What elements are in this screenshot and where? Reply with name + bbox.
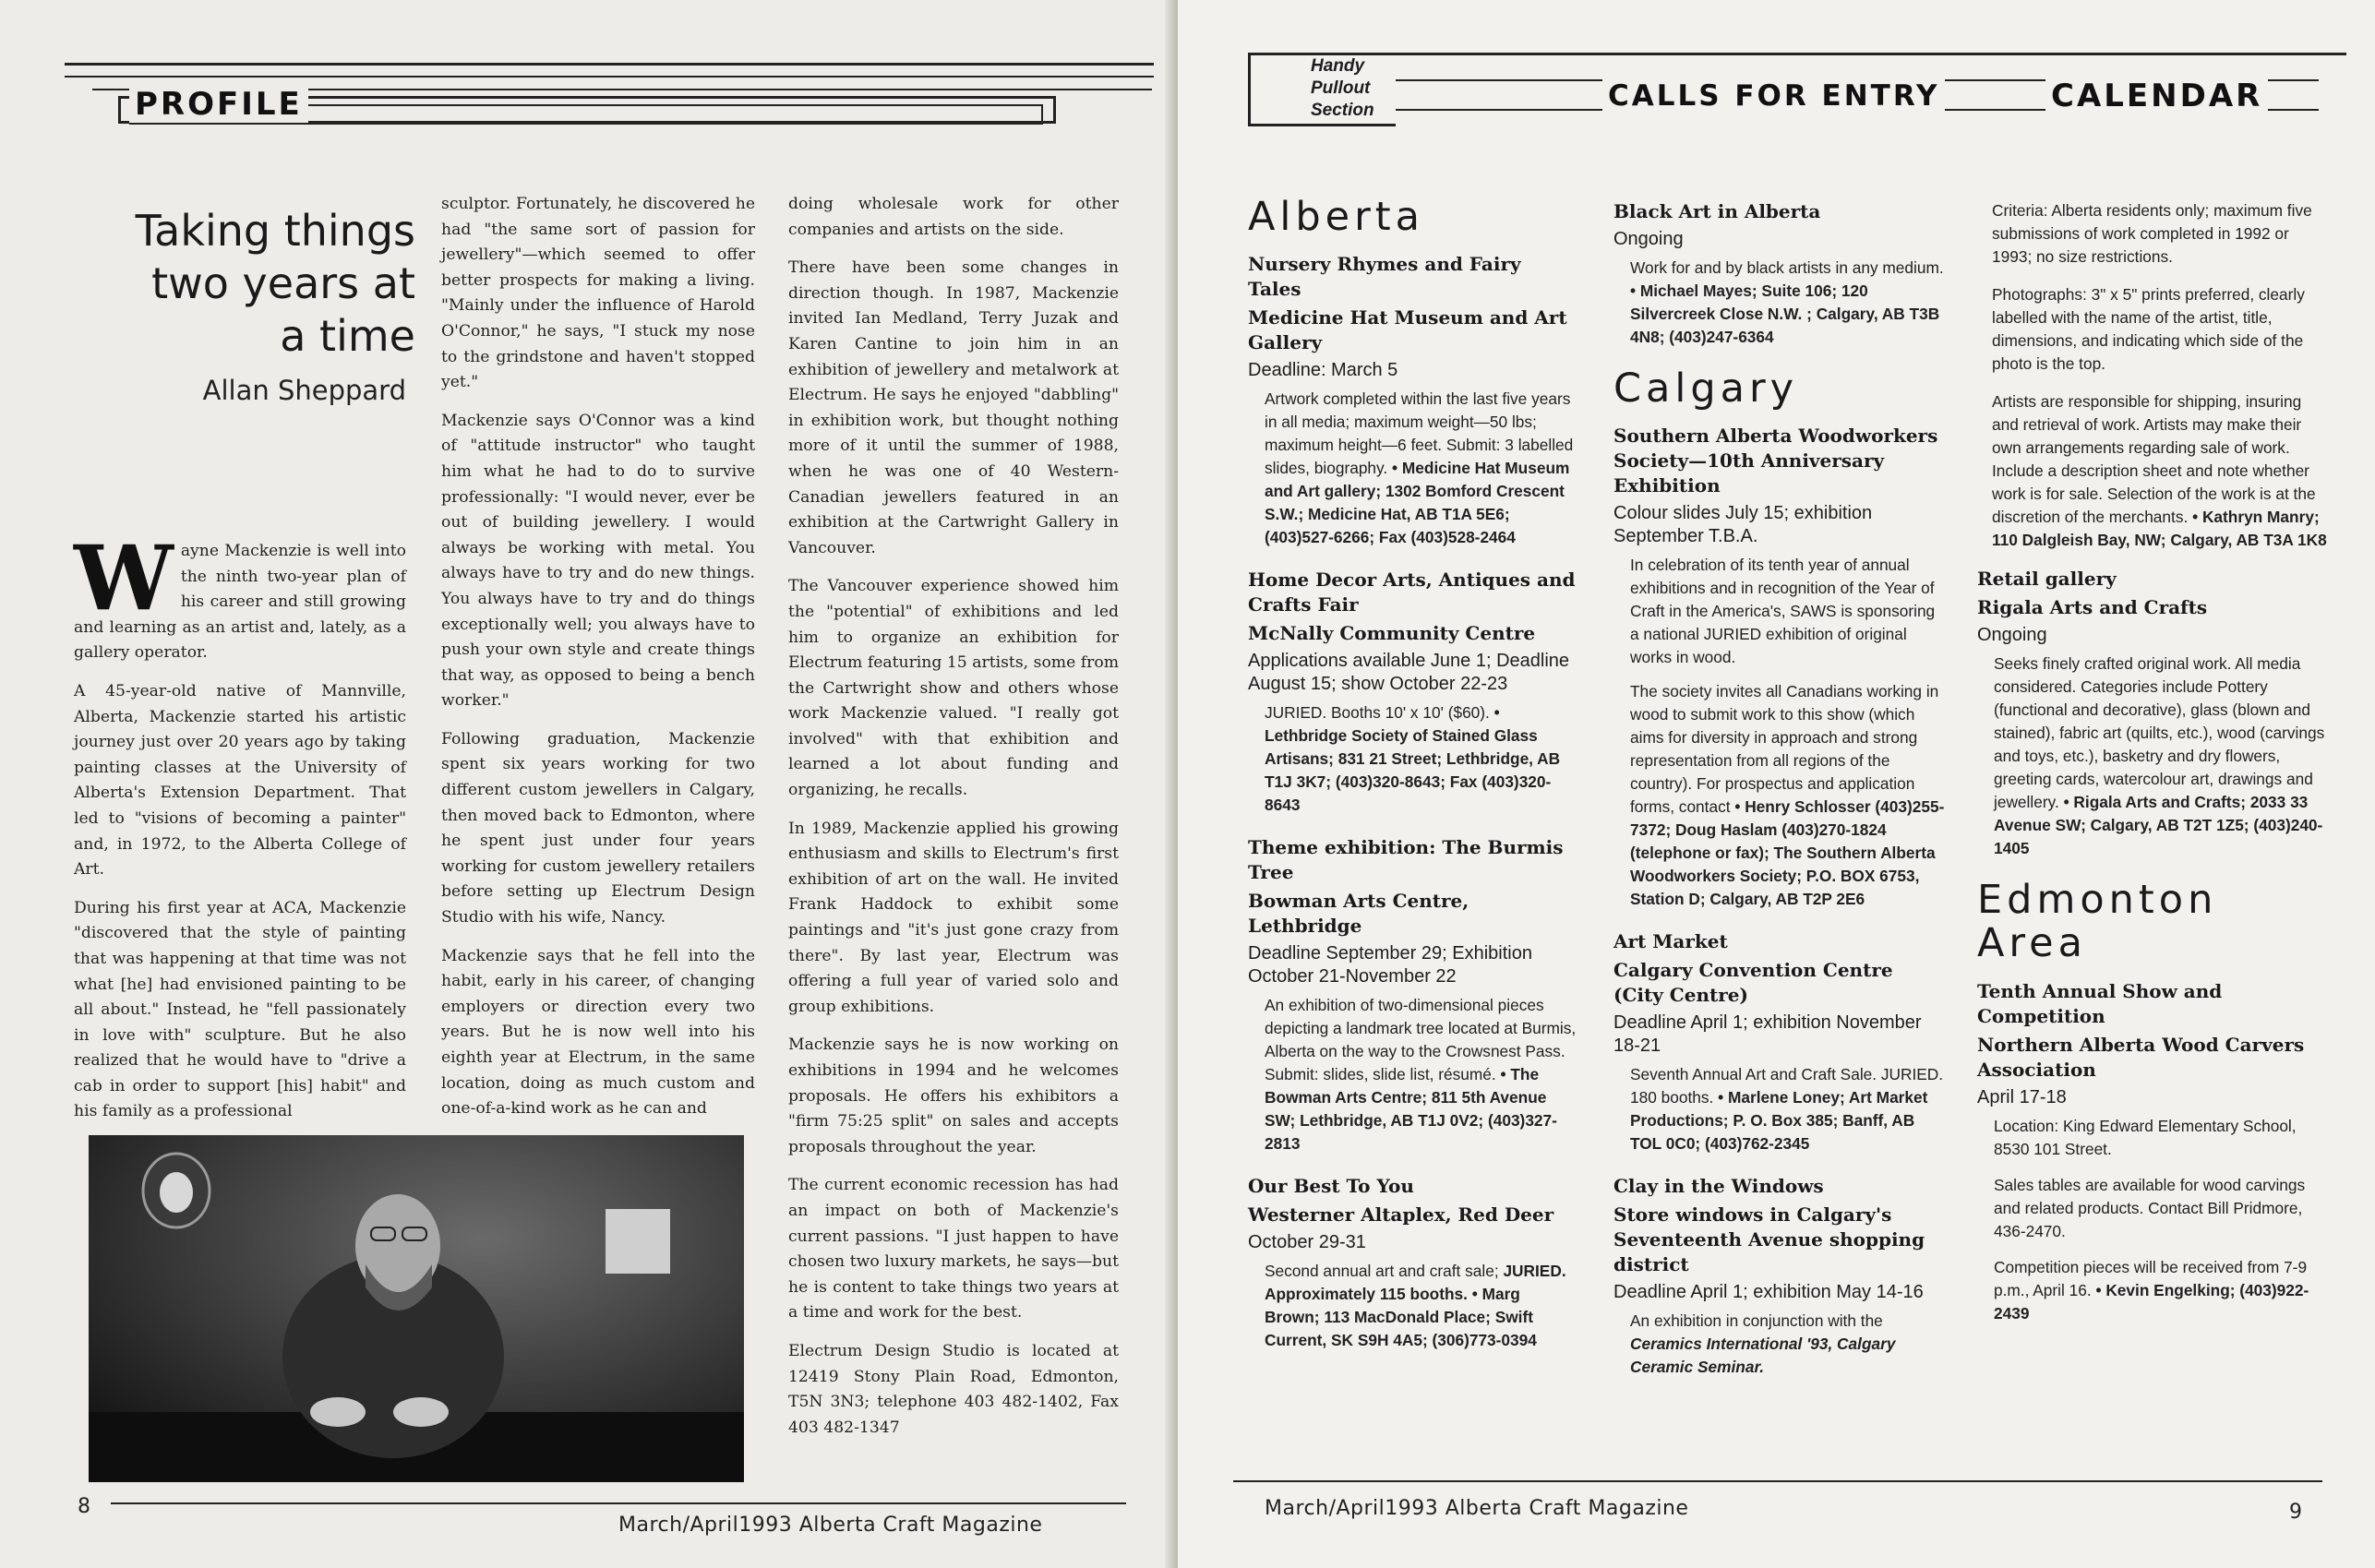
- paragraph: Following graduation, Mackenzie spent six years working for two different custom jewellers in Calgary, then moved back to Edmonton, where he spent just under four years working for custom jewellery retailers before setting up Electrum Design Studio with his wife, Nancy.: [441, 729, 755, 928]
- entry-date: Deadline April 1; exhibition November 18-21: [1613, 1012, 1922, 1057]
- article-column-1: [74, 526, 406, 1138]
- paragraph: Electrum Design Studio is located at 12419 Stony Plain Road, Edmonton, T5N 3N3; telephone 403 482-1402, Fax 403 482-1347: [788, 1341, 1119, 1437]
- entry-venue: Westerner Altaplex, Red Deer: [1248, 1203, 1554, 1227]
- left-page: [0, 0, 1174, 1568]
- handy-pullout-label: [1311, 55, 1374, 122]
- entry-title: Southern Alberta Woodworkers Society—10th Anniversary Exhibition: [1613, 425, 1938, 497]
- header-rule: [65, 76, 1154, 78]
- headline-line: two years at: [151, 258, 415, 308]
- calendar-entry: [1613, 199, 1946, 349]
- calendar-entry: [1613, 929, 1946, 1155]
- entry-contact: • Marlene Loney; Art Market Productions; P. O. Box 385; Banff, AB TOL 0C0; (403)762-2345: [1630, 1088, 1928, 1154]
- entry-contact: • Rigala Arts and Crafts; 2033 33 Avenue SW; Calgary, AB T2T 1Z5; (403)240-1405: [1994, 793, 2323, 857]
- paragraph: [74, 526, 406, 666]
- paragraph: During his first year at ACA, Mackenzie "discovered that the style of painting that was happening at that time was not what [he] had envisioned painting to be all about." Instead, he "fell passionately in love with" sculpture. But he also realized that he would have to "drive a cab in order to support [his] habit" and his family as a professional: [74, 898, 406, 1121]
- entry-title: Art Market: [1613, 930, 1728, 953]
- entry-venue: Calgary Convention Centre (City Centre): [1613, 959, 1893, 1007]
- entry-description-text: Second annual art and craft sale;: [1265, 1262, 1499, 1281]
- entry-title: Theme exhibition: The Burmis Tree: [1248, 836, 1564, 884]
- entry-venue: Northern Alberta Wood Carvers Association: [1977, 1033, 2305, 1081]
- right-page: [1178, 0, 2375, 1568]
- paragraph: A 45-year-old native of Mannville, Alberta, Mackenzie started his artistic journey just over 20 years ago by taking painting classes at the University of Alberta's Extension Department. That led to "visions of becoming a painter" and, in 1972, to the Alberta College of Art.: [74, 681, 406, 880]
- photographs-paragraph: Photographs: 3" x 5" prints preferred, clearly labelled with the name of the artist, title, dimensions, and indicating which side of the photo is the top.: [1992, 285, 2305, 373]
- entry-title: Home Decor Arts, Antiques and Crafts Fair: [1248, 569, 1576, 616]
- entry-contact: • Kathryn Manry; 110 Dalgleish Bay, NW; Calgary, AB T3A 1K8: [1992, 508, 2327, 549]
- entry-contact: Ceramics International '93, Calgary Ceramic Seminar.: [1630, 1335, 1896, 1377]
- paragraph: Mackenzie says that he fell into the habit, early in his career, of changing employers or direction every two years. But he is now well into his eighth year at Electrum, in the same location, doing as much custom and one-of-a-kind work as he can and: [441, 946, 755, 1119]
- calendar-entry: [1248, 568, 1577, 817]
- entry-contact: • Henry Schlosser (403)255-7372; Doug Haslam (403)270-1824 (telephone or fax); The Southern Alberta Woodworkers Society; P.O. BOX 6753, Station D; Calgary, AB T2P 2E6: [1630, 797, 1945, 909]
- calendar-entry: [1248, 252, 1577, 549]
- byline: Allan Sheppard: [202, 375, 406, 406]
- entry-title: Retail gallery: [1977, 568, 2117, 590]
- region-line: Area: [1977, 920, 2087, 967]
- entry-title: Nursery Rhymes and Fairy Tales: [1248, 253, 1521, 301]
- region-heading-alberta: Alberta: [1248, 194, 1425, 240]
- headline-line: a time: [280, 311, 415, 361]
- entry-title: Tenth Annual Show and Competition: [1977, 979, 2223, 1027]
- article-column-3: [788, 192, 1119, 1454]
- entry-date: Ongoing: [1977, 625, 2047, 645]
- entry-venue: Rigala Arts and Crafts: [1977, 596, 2208, 618]
- entry-description: [1265, 1260, 1577, 1352]
- calls-for-entry-title: CALLS FOR ENTRY: [1602, 79, 1945, 113]
- entry-description-text: Seeks finely crafted original work. All media considered. Categories include Pottery (functional and decorative), glass (blown and stained), fabric art (quilts, etc.), wood (carvings and toys, etc.), basketry and dry flowers, greeting cards, watercolour art, drawings and jewellery.: [1994, 654, 2325, 811]
- magazine-footer: March/April1993 Alberta Craft Magazine: [1265, 1497, 1689, 1520]
- entry-description: [1265, 388, 1577, 549]
- entry-description: [1265, 701, 1577, 817]
- footer-rule: [1233, 1480, 2322, 1482]
- entry-venue: Store windows in Calgary's Seventeenth Avenue shopping district: [1613, 1203, 1925, 1276]
- entry-description: [1265, 994, 1577, 1155]
- calendar-entry: [1977, 567, 2330, 860]
- entry-contact: JURIED. Approximately 115 booths. • Marg Brown; 113 MacDonald Place; Swift Current, SK S9H 4A5; (306)773-0394: [1265, 1262, 1566, 1350]
- entry-description-text: The society invites all Canadians working in wood to submit work to this show (which aims for diversity in approach and strong representation from all regions of the country). For prospectus and application forms, contact: [1630, 682, 1939, 817]
- entry-description: [1630, 257, 1946, 349]
- header-rule: [1248, 53, 1251, 126]
- entry-venue: McNally Community Centre: [1248, 622, 1536, 645]
- entry-date: Deadline April 1; exhibition May 14-16: [1613, 1282, 1924, 1303]
- paragraph: Mackenzie says O'Connor was a kind of "attitude instructor" who taught him what he had to do to survive professionally: "I would never, ever be out of building jewellery. I would always be working with metal. You always have to try and do new things. You always have to try and do things exceptionally well; you always have to push your own style and create things that way, as opposed to being a bench worker.": [441, 411, 755, 711]
- handy-line: Section: [1311, 101, 1374, 120]
- entry-title: Black Art in Alberta: [1613, 200, 1821, 222]
- calendar-column-1: [1248, 190, 1577, 1371]
- entry-description-text: Competition pieces will be received from 7-9 p.m., April 16.: [1994, 1257, 2308, 1299]
- criteria-paragraph: Criteria: Alberta residents only; maximum five submissions of work completed in 1992 or 1993; no size restrictions.: [1992, 201, 2312, 266]
- calendar-column-3: [1977, 199, 2330, 1344]
- paragraph: sculptor. Fortunately, he discovered he had "the same sort of passion for jewellery"—which seemed to offer better prospects for making a living. "Mainly under the influence of Harold O'Connor," he says, "I stuck my nose to the grindstone and haven't stopped yet.": [441, 195, 755, 392]
- entry-description-text: Artwork completed within the last five years in all media; maximum weight—50 lbs; maximum height—6 feet. Submit: 3 labelled slides, biography.: [1265, 389, 1574, 478]
- paragraph-text: ayne Mackenzie is well into the ninth two-year plan of his career and still growing and learning as an artist and, lately, as a gallery operator.: [74, 542, 406, 663]
- entry-date: Deadline: March 5: [1248, 360, 1398, 381]
- entry-description: [1630, 1310, 1946, 1379]
- region-heading-edmonton: [1977, 879, 2330, 966]
- entry-description-text: An exhibition in conjunction with the: [1630, 1311, 1883, 1331]
- entry-contact: • Lethbridge Society of Stained Glass Artisans; 831 21 Street; Lethbridge, AB T1J 3K7; (403)320-8643; Fax (403)320-8643: [1265, 703, 1561, 815]
- entry-description-text: Seventh Annual Art and Craft Sale. JURIED. 180 booths.: [1630, 1065, 1944, 1107]
- entry-title: Clay in the Windows: [1613, 1175, 1824, 1198]
- header-rule: [65, 63, 1154, 66]
- entry-date: April 17-18: [1977, 1086, 2067, 1107]
- entry-venue: Bowman Arts Centre, Lethbridge: [1248, 890, 1469, 938]
- paragraph: In 1989, Mackenzie applied his growing enthusiasm and skills to Electrum's first exhibition of art on the wall. He invited Frank Haddock to exhibit some paintings and "it's just gone crazy from there". By last year, Electrum was offering a full year of varied solo and group exhibitions.: [788, 819, 1119, 1016]
- entry-date: Deadline September 29; Exhibition October 21-November 22: [1248, 943, 1532, 987]
- entry-venue: Medicine Hat Museum and Art Gallery: [1248, 306, 1567, 354]
- magazine-footer: March/April1993 Alberta Craft Magazine: [618, 1514, 1043, 1537]
- entry-description: [1630, 680, 1946, 911]
- footer-rule: [111, 1502, 1126, 1504]
- entry-description-text: Work for and by black artists in any medium.: [1630, 258, 1944, 277]
- entry-contact: • Kevin Engelking; (403)922-2439: [1994, 1280, 2309, 1323]
- paragraph-text: Artists are responsible for shipping, insuring and retrieval of work. Artists may make their own arrangements regarding sale of work. Include a description sheet and note whether work is for sale. Selection of the work is at the discretion of the merchants.: [1992, 392, 2316, 526]
- entry-description: [1994, 1256, 2330, 1325]
- calendar-entry: [1977, 979, 2330, 1325]
- handy-line: Handy: [1311, 56, 1365, 76]
- entry-contact: • Medicine Hat Museum and Art gallery; 1302 Bomford Crescent S.W.; Medicine Hat, AB T1A 5E6; (403)527-6266; Fax (403)528-2464: [1265, 459, 1570, 547]
- entry-description-text: JURIED. Booths 10' x 10' ($60).: [1265, 703, 1490, 723]
- region-heading-calgary: Calgary: [1613, 365, 1799, 412]
- headline-line: Taking things: [135, 206, 415, 256]
- entry-description: Sales tables are available for wood carvings and related products. Contact Bill Pridmore, 436-2470.: [1994, 1175, 2306, 1240]
- calendar-entry: [1613, 1174, 1946, 1379]
- entry-date: Applications available June 1; Deadline August 15; show October 22-23: [1248, 651, 1570, 695]
- paragraph: doing wholesale work for other companies and artists on the side.: [788, 195, 1119, 239]
- header-rule: [1248, 53, 2346, 55]
- article-column-2: [441, 192, 755, 1135]
- entry-description: [1630, 1063, 1946, 1155]
- calendar-title: CALENDAR: [2045, 78, 2268, 114]
- calendar-entry: [1613, 424, 1946, 911]
- paragraph: The current economic recession has had an impact on both of Mackenzie's current passions. "I just happen to have chosen two luxury markets, he says—but he is content to take things two years at a time and work for the best.: [788, 1176, 1119, 1323]
- page-number: 8: [78, 1495, 90, 1518]
- entry-contact: • Michael Mayes; Suite 106; 120 Silvercreek Close N.W. ; Calgary, AB T3B 4N8; (403)247-6364: [1630, 281, 1940, 346]
- entry-description: Location: King Edward Elementary School, 8530 101 Street.: [1994, 1116, 2297, 1158]
- header-rule: [1248, 124, 1396, 126]
- drop-cap: W: [74, 526, 174, 630]
- section-title: PROFILE: [129, 86, 308, 123]
- photo-illustration: [89, 1135, 744, 1482]
- region-line: Edmonton: [1977, 877, 2218, 923]
- handy-line: Pullout: [1311, 78, 1371, 98]
- paragraph: There have been some changes in direction though. In 1987, Mackenzie invited Ian Medland, Terry Juzak and Karen Cantine to join him in an exhibition of jewellery and metalwork at Electrum. He says he enjoyed "dabbling" in exhibition work, but thought nothing more of it until the summer of 1988, when he was one of 40 Western-Canadian jewellers featured in an exhibition at the Cartwright Gallery in Vancouver.: [788, 258, 1119, 557]
- entry-date: Ongoing: [1613, 229, 1684, 249]
- artist-photo: [89, 1135, 744, 1482]
- paragraph: Mackenzie says he is now working on exhibitions in 1994 and he welcomes proposals. He offers his exhibitors a "firm 75:25 split" on sales and accepts proposals throughout the year.: [788, 1035, 1119, 1156]
- entry-title: Our Best To You: [1248, 1175, 1414, 1198]
- calendar-entry: [1248, 835, 1577, 1155]
- entry-contact: • The Bowman Arts Centre; 811 5th Avenue SW; Lethbridge, AB T1J 0V2; (403)327-2813: [1265, 1065, 1557, 1154]
- calendar-column-2: [1613, 199, 1946, 1397]
- article-headline: [55, 205, 415, 363]
- paragraph: The Vancouver experience showed him the "potential" of exhibitions and led him to organize an exhibition for Electrum featuring 15 artists, some from the Cartwright show and others whose work Mackenzie valued. "I really got involved" with that exhibition and learned a lot about funding and organizing, he recalls.: [788, 577, 1119, 800]
- entry-description-text: An exhibition of two-dimensional pieces depicting a landmark tree located at Burmis, Alberta on the way to the Crowsnest Pass. Submit: slides, slide list, résumé.: [1265, 996, 1577, 1084]
- entry-date: October 29-31: [1248, 1232, 1366, 1253]
- calendar-entry: [1248, 1174, 1577, 1352]
- page-number: 9: [2289, 1501, 2302, 1524]
- entry-description: In celebration of its tenth year of annual exhibitions and in recognition of the Year of Craft in the America's, SAWS is sponsoring a national JURIED exhibition of original works in wood.: [1630, 556, 1936, 667]
- entry-date: Colour slides July 15; exhibition September T.B.A.: [1613, 503, 1873, 547]
- entry-description: [1994, 652, 2330, 860]
- shipping-paragraph: [1992, 390, 2330, 552]
